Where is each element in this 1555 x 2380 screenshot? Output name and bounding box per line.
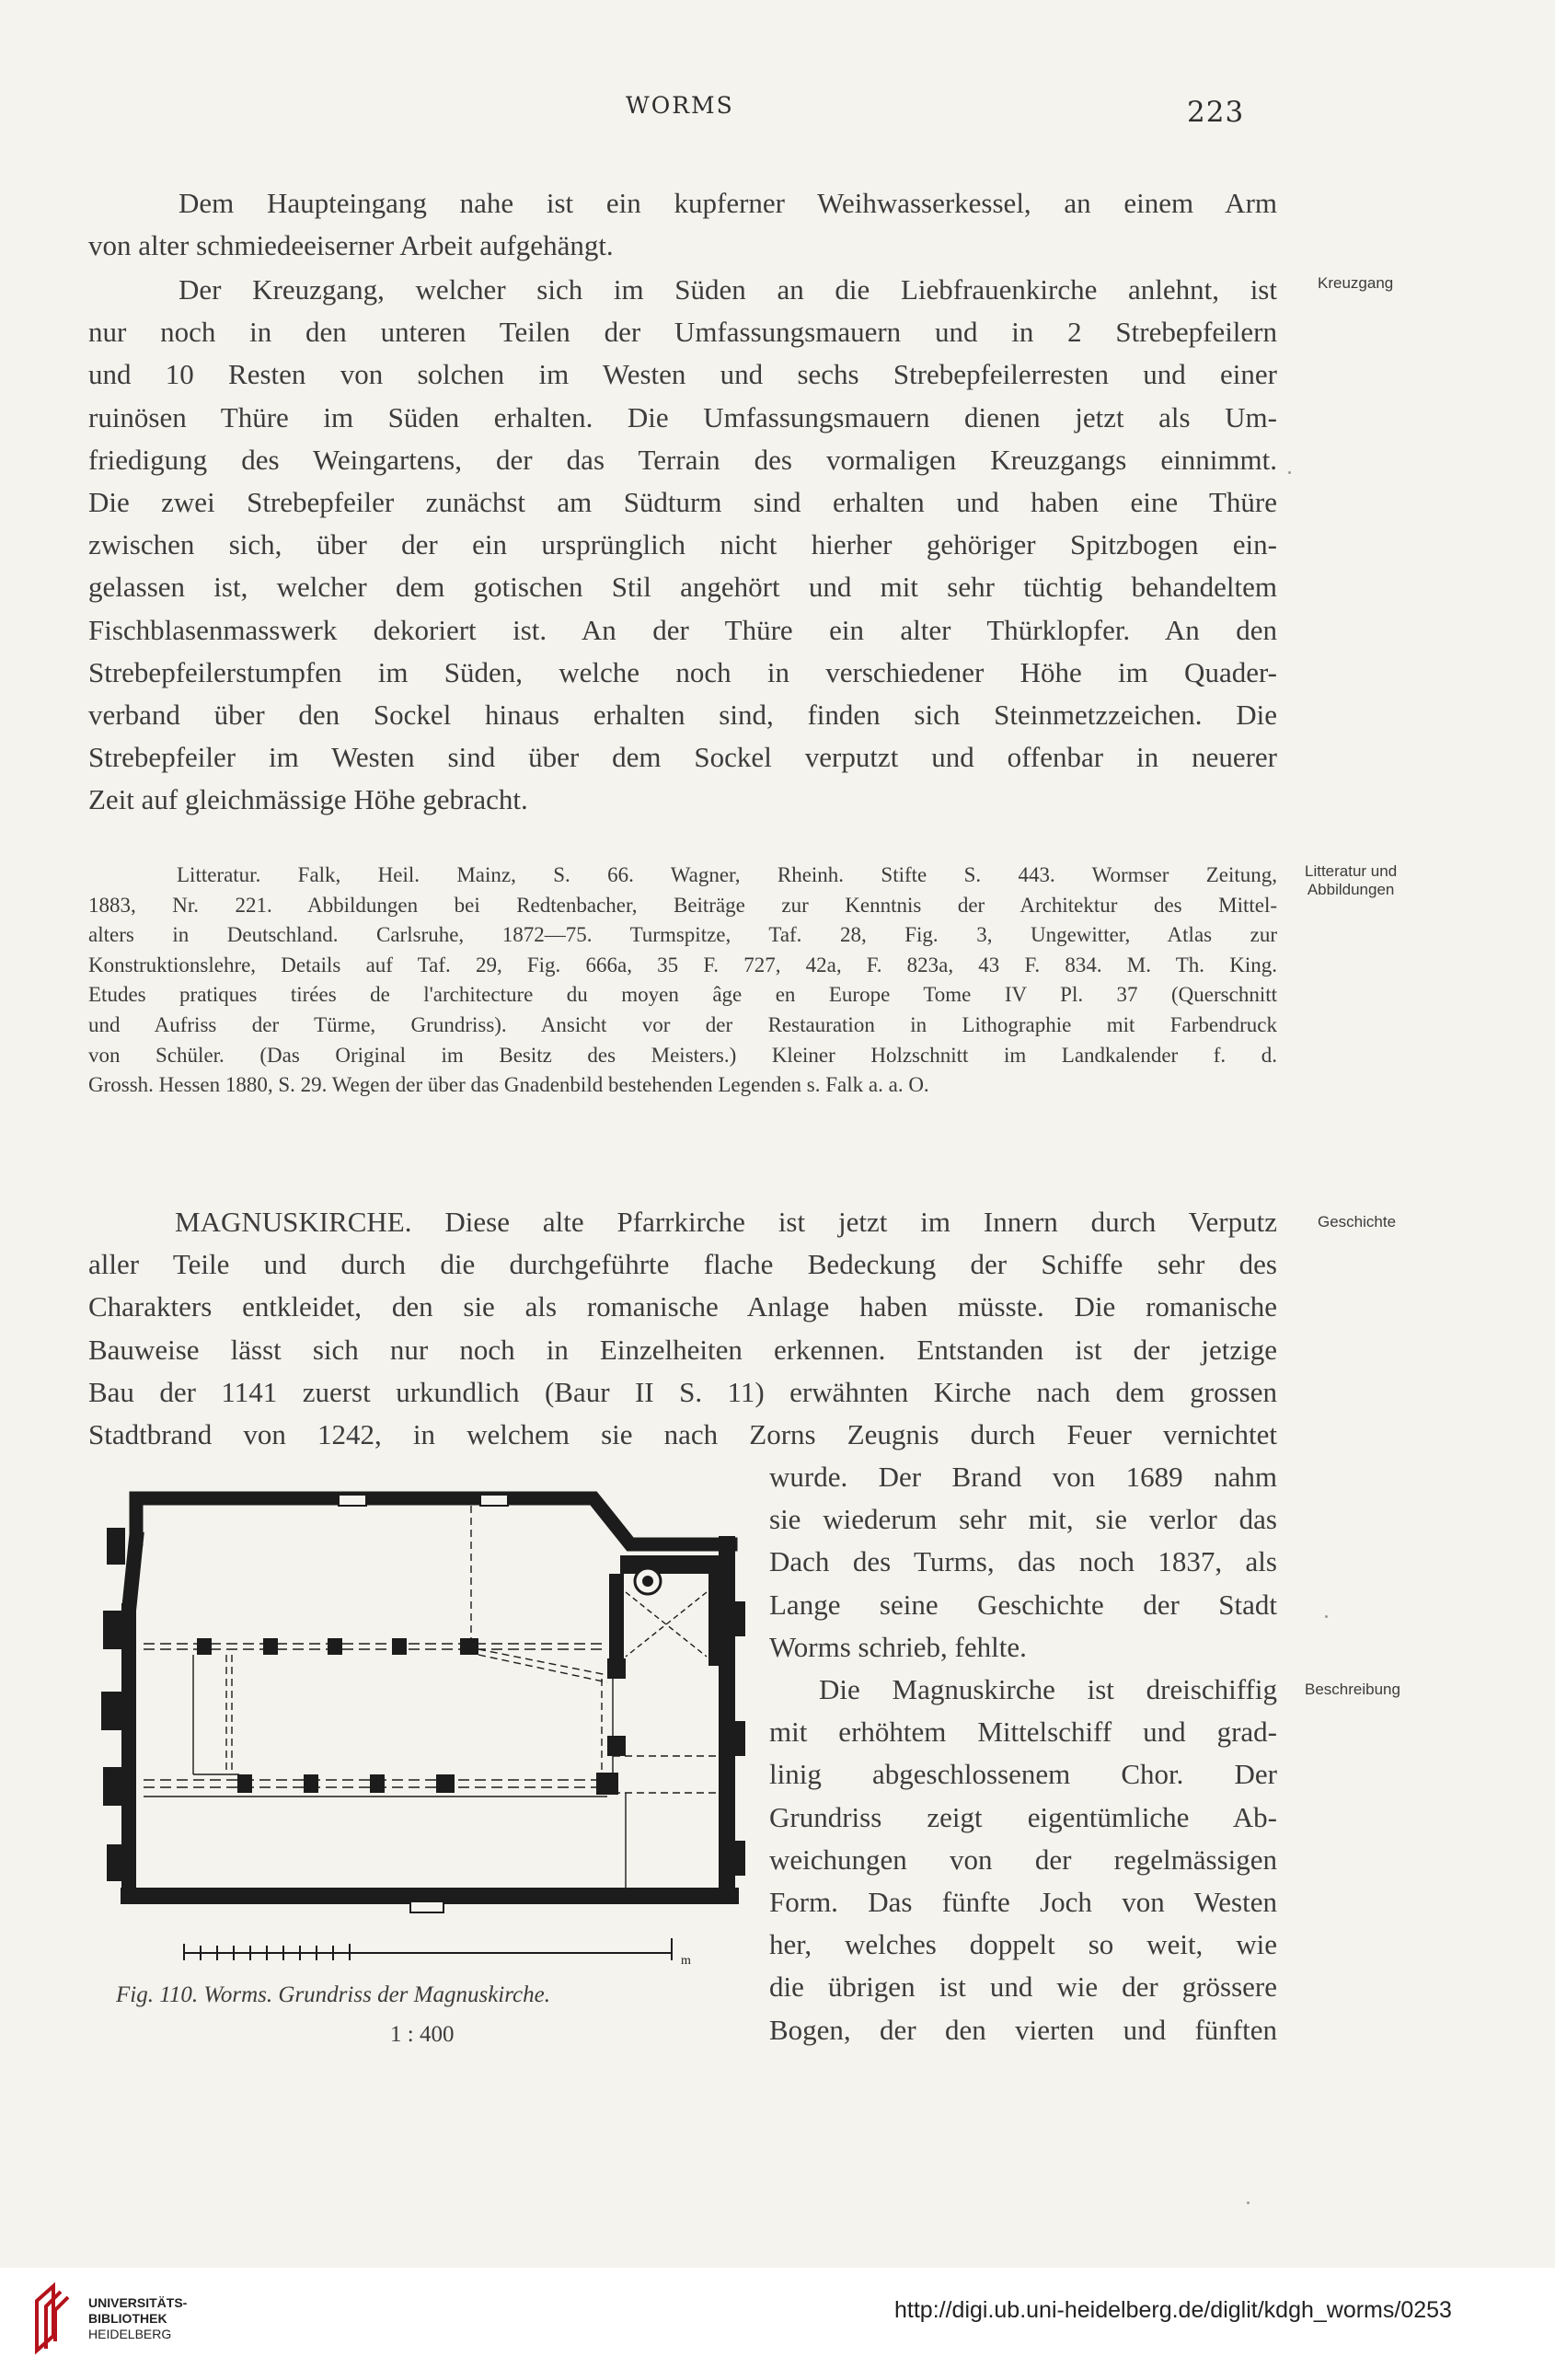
- paper-speck: [1288, 471, 1291, 474]
- text-line: Lange seine Geschichte der Stadt: [769, 1588, 1277, 1621]
- paragraph-kreuzgang: [88, 269, 1277, 821]
- paragraph-magnuskirche-continued: [769, 1456, 1277, 1669]
- literature-line: Konstruktionslehre, Details auf Taf. 29, Fig. 666a, 35 F. 727, 42a, F. 823a, 43 F. 834. M. Th. King.: [88, 953, 1277, 976]
- text-line: Die Magnuskirche ist dreischiffig: [819, 1673, 1277, 1705]
- margin-note-kreuzgang: Kreuzgang: [1318, 274, 1394, 292]
- library-name-line: HEIDELBERG: [88, 2327, 172, 2341]
- text-line: Der Kreuzgang, welcher sich im Süden an die Liebfrauenkirche anlehnt, ist: [179, 273, 1277, 306]
- text-line: Worms schrieb, fehlte.: [769, 1630, 1027, 1663]
- text-line: verband über den Sockel hinaus erhalten sind, finden sich Steinmetzzeichen. Die: [88, 698, 1277, 731]
- south-entrance: [410, 1901, 443, 1912]
- paragraph-description: [769, 1669, 1277, 2051]
- text-line: Dem Haupteingang nahe ist ein kupferner Weihwasserkessel, an einem Arm: [179, 187, 1277, 219]
- text-line: Grundriss zeigt eigentümliche Ab-: [769, 1800, 1277, 1833]
- text-line: Fischblasenmasswerk dekoriert ist. An der Thüre ein alter Thürklopfer. An den: [88, 613, 1277, 646]
- tower: [607, 1555, 727, 1756]
- text-line: und 10 Resten von solchen im Westen und sechs Strebepfeilerresten und einer: [88, 358, 1277, 391]
- text-line: Die zwei Strebepfeiler zunächst am Südturm sind erhalten und haben eine Thüre: [88, 485, 1277, 518]
- margin-note-geschichte: Geschichte: [1318, 1213, 1397, 1230]
- figure-scale: 1 : 400: [390, 2022, 455, 2047]
- scale-bar: [184, 1938, 672, 1960]
- text-line: weichungen von der regelmässigen: [769, 1843, 1277, 1876]
- literature-line: alters in Deutschland. Carlsruhe, 1872—75. Turmspitze, Taf. 28, Fig. 3, Ungewitter, Atlas zur: [88, 923, 1277, 947]
- literature-line: Grossh. Hessen 1880, S. 29. Wegen der über das Gnadenbild bestehenden Legenden s. Falk a. a. O.: [88, 1073, 929, 1097]
- text-line: Bauweise lässt sich nur noch in Einzelheiten erkennen. Entstanden ist der jetzige: [88, 1333, 1277, 1366]
- text-line: sie wiederum sehr mit, sie verlor das: [769, 1503, 1277, 1536]
- text-line: friedigung des Weingartens, der das Terrain des vormaligen Kreuzgangs einnimmt.: [88, 443, 1277, 476]
- figure-caption: Fig. 110. Worms. Grundriss der Magnuskirche.: [116, 1982, 550, 2007]
- margin-note-line: Abbildungen: [1307, 881, 1395, 898]
- source-url-link[interactable]: http://digi.ub.uni-heidelberg.de/diglit/kdgh_worms/0253: [894, 2297, 1452, 2323]
- paragraph-magnuskirche: [88, 1201, 1277, 1456]
- text-line: gelassen ist, welcher dem gotischen Stil angehört und mit sehr tüchtig behandeltem: [88, 571, 1277, 604]
- literature-line: Etudes pratiques tirées de l'architecture du moyen âge en Europe Tome IV Pl. 37 (Querschnitt: [88, 983, 1277, 1007]
- text-line: Stadtbrand von 1242, in welchem sie nach Zorns Zeugnis durch Feuer vernichtet: [88, 1417, 1277, 1450]
- text-line: Dach des Turms, das noch 1837, als: [769, 1545, 1277, 1578]
- text-line: linig abgeschlossenem Chor. Der: [769, 1758, 1277, 1791]
- page-number: 223: [1187, 96, 1245, 129]
- paper-speck: [1247, 2201, 1250, 2204]
- library-name-line: BIBLIOTHEK: [88, 2311, 167, 2326]
- text-line: aller Teile und durch die durchgeführte flache Bedeckung der Schiffe sehr des: [88, 1248, 1277, 1281]
- paragraph-holy-water: [88, 182, 1277, 267]
- text-line: wurde. Der Brand von 1689 nahm: [769, 1461, 1277, 1493]
- text-line: mit erhöhtem Mittelschiff und grad-: [769, 1716, 1277, 1749]
- running-title: WORMS: [626, 92, 734, 119]
- margin-note-line: Litteratur und: [1305, 862, 1398, 880]
- text-line: Strebepfeilerstumpfen im Süden, welche noch in verschiedener Höhe im Quader-: [88, 655, 1277, 688]
- text-line: Zeit auf gleichmässige Höhe gebracht.: [88, 783, 528, 816]
- text-line: Bau der 1141 zuerst urkundlich (Baur II S. 11) erwähnten Kirche nach dem grossen: [88, 1375, 1277, 1408]
- literature-line: und Aufriss der Türme, Grundriss). Ansicht vor der Restauration in Lithographie mit Farbendruck: [88, 1012, 1277, 1036]
- text-line: Strebepfeiler im Westen sind über dem Sockel verputzt und offenbar in neuerer: [88, 741, 1277, 774]
- text-line: ruinösen Thüre im Süden erhalten. Die Umfassungsmauern dienen jetzt als Um-: [88, 400, 1277, 433]
- south-arcade: [144, 1773, 618, 1795]
- literature-block: [88, 861, 1277, 1101]
- floor-plan-figure: [92, 1473, 745, 1988]
- margin-note-beschreibung: Beschreibung: [1305, 1681, 1400, 1698]
- text-line: die übrigen ist und wie der grössere: [769, 1970, 1277, 2004]
- text-line: Bogen, der den vierten und fünften: [769, 2013, 1277, 2046]
- library-name: [88, 2295, 187, 2342]
- literature-line: 1883, Nr. 221. Abbildungen bei Redtenbacher, Beiträge zur Kenntnis der Architektur des Mittel-: [88, 893, 1277, 917]
- library-name-line: UNIVERSITÄTS-: [88, 2295, 188, 2310]
- text-line: von alter schmiedeeiserner Arbeit aufgehängt.: [88, 229, 614, 262]
- literature-line: Litteratur. Falk, Heil. Mainz, S. 66. Wagner, Rheinh. Stifte S. 443. Wormser Zeitung,: [177, 863, 1277, 886]
- text-line: Charakters entkleidet, den sie als romanische Anlage haben müsste. Die romanische: [88, 1290, 1277, 1323]
- margin-note-literatur: [1305, 862, 1397, 899]
- text-line: Form. Das fünfte Joch von Westen: [769, 1885, 1277, 1918]
- north-arcade: [144, 1638, 607, 1655]
- literature-line: von Schüler. (Das Original im Besitz des Meisters.) Kleiner Holzschnitt im Landkalender f. d.: [88, 1043, 1277, 1067]
- scale-end-label: m: [681, 1954, 691, 1968]
- text-line: her, welches doppelt so weit, wie: [769, 1928, 1277, 1961]
- text-line: zwischen sich, über der ein ursprünglich nicht hierher gehöriger Spitzbogen ein-: [88, 528, 1277, 561]
- paper-speck: [1325, 1615, 1328, 1618]
- library-logo-icon: [31, 2282, 74, 2356]
- footer-band: [0, 2268, 1555, 2380]
- text-line: MAGNUSKIRCHE. Diese alte Pfarrkirche ist jetzt im Innern durch Verputz: [175, 1206, 1277, 1238]
- text-line: nur noch in den unteren Teilen der Umfassungsmauern und in 2 Strebepfeilern: [88, 316, 1277, 349]
